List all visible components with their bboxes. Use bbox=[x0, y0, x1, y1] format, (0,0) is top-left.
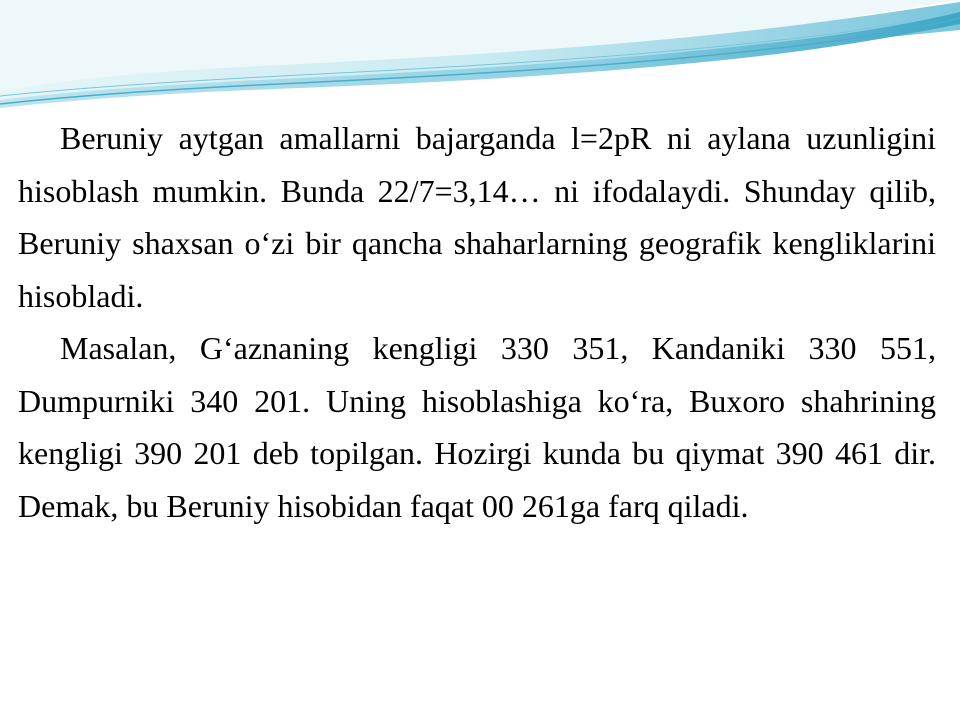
paragraph-2: Masalan, G‘aznaning kengligi 330 351, Kandaniki 330 551, Dumpurniki 340 201. Uning hisoblashiga koʻra, Buxoro shahrining kengligi 390 201 deb topilgan. Hozirgi kunda bu qiymat 390 461 dir. Demak, bu Beruniy hisobidan faqat 00 261ga farq qiladi. bbox=[18, 330, 936, 524]
paragraph-1: Beruniy aytgan amallarni bajarganda l=2pR ni aylana uzunligini hisoblash mumkin. Bunda 22/7=3,14… ni ifodalaydi. Shunday qilib, Beruniy shaxsan oʻzi bir qancha shaharlarning geografik kengliklarini hisobladi. bbox=[18, 120, 936, 314]
slide-body-text bbox=[18, 112, 936, 532]
